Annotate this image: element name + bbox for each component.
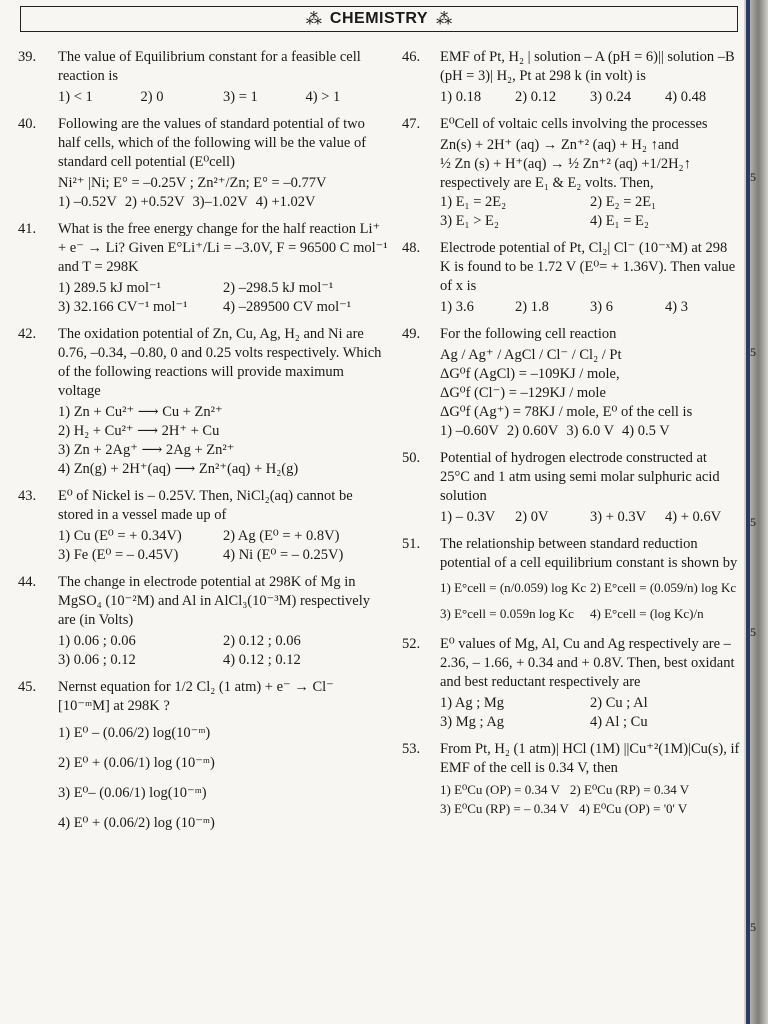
options	[440, 508, 740, 527]
question-number: 40.	[18, 116, 37, 132]
question-40	[18, 115, 388, 212]
options	[440, 694, 740, 732]
option-2[interactable]: 2) E⁰ + (0.06/1) log (10⁻ᵐ)	[58, 755, 215, 771]
question-data: ΔG⁰f (Cl⁻) = –129KJ / mole	[440, 385, 606, 401]
ornament-icon: ⁂	[436, 11, 453, 28]
option-3[interactable]: 3) E⁰– (0.06/1) log(10⁻ᵐ)	[58, 785, 207, 801]
option-2[interactable]: 2) E₂ = 2E₁	[590, 194, 657, 210]
options	[58, 193, 388, 212]
option-2[interactable]: 2) 0.12 ; 0.06	[223, 633, 301, 649]
margin-mark: 5	[750, 345, 756, 359]
question-stem: The value of Equilibrium constant for a feasible cell reaction is	[58, 49, 361, 84]
question-47	[402, 115, 740, 231]
option-1[interactable]: 1) – 0.3V	[440, 509, 496, 525]
question-39	[18, 48, 388, 107]
option-4[interactable]: 4) 0.5 V	[622, 423, 670, 439]
question-53	[402, 740, 740, 818]
question-46	[402, 48, 740, 107]
question-41	[18, 220, 388, 317]
margin-marks	[746, 0, 766, 1024]
option-4[interactable]: 4) Al ; Cu	[590, 714, 648, 730]
option-1[interactable]: 1) 0.18	[440, 89, 482, 105]
option-4[interactable]: 4) 0.12 ; 0.12	[223, 652, 301, 668]
option-4[interactable]: 4) Zn(g) + 2H⁺(aq) ⟶ Zn²⁺(aq) + H₂(g)	[58, 461, 299, 477]
left-column	[18, 48, 388, 846]
question-data: ΔG⁰f (AgCl) = –109KJ / mole,	[440, 366, 620, 382]
question-number: 47.	[402, 116, 421, 132]
option-1[interactable]: 1) E₁ = 2E₂	[440, 194, 507, 210]
option-3[interactable]: 3) Zn + 2Ag⁺ ⟶ 2Ag + Zn²⁺	[58, 442, 235, 458]
section-title: CHEMISTRY	[329, 10, 429, 27]
option-4[interactable]: 4) E₁ = E₂	[590, 213, 649, 229]
question-44	[18, 573, 388, 670]
question-number: 50.	[402, 450, 421, 466]
question-number: 46.	[402, 49, 421, 65]
option-2[interactable]: 2) 0	[140, 89, 164, 105]
options	[58, 88, 388, 107]
options	[440, 575, 740, 627]
options	[58, 632, 388, 670]
option-4[interactable]: 4) Ni (E⁰ = – 0.25V)	[223, 547, 344, 563]
option-3[interactable]: 3)–1.02V	[192, 194, 248, 210]
question-stem: E⁰ values of Mg, Al, Cu and Ag respectively are –2.36, – 1.66, + 0.34 and + 0.8V. Then, best oxidant and best reductant respectively are	[440, 636, 735, 690]
option-1[interactable]: 1) 289.5 kJ mol⁻¹	[58, 280, 162, 296]
option-2[interactable]: 2) E⁰Cu (RP) = 0.34 V	[569, 782, 690, 797]
options	[440, 298, 740, 317]
options	[440, 780, 740, 818]
question-42	[18, 325, 388, 479]
options	[58, 403, 388, 479]
option-1[interactable]: 1) Ag ; Mg	[440, 695, 505, 711]
option-1[interactable]: 1) E⁰Cu (OP) = 0.34 V	[440, 782, 560, 797]
option-1[interactable]: 1) 3.6	[440, 299, 474, 315]
option-3[interactable]: 3) E₁ > E₂	[440, 213, 499, 229]
question-stem: What is the free energy change for the half reaction Li⁺ + e⁻ → Li? Given E°Li⁺/Li = –3.0V, F = 96500 C mol⁻¹ and T = 298K	[58, 221, 388, 275]
option-4[interactable]: 4) 3	[665, 299, 688, 315]
question-43	[18, 487, 388, 565]
question-number: 42.	[18, 326, 37, 342]
question-stem: The oxidation potential of Zn, Cu, Ag, H₂ and Ni are 0.76, –0.34, –0.80, 0 and 0.25 volts respectively. Which of the following reactions will provide maximum voltage	[58, 326, 382, 399]
question-data: ΔG⁰f (Ag⁺) = 78KJ / mole, E⁰ of the cell is	[440, 404, 693, 420]
option-3[interactable]: 3) 0.06 ; 0.12	[58, 652, 136, 668]
option-4[interactable]: 4) –289500 CV mol⁻¹	[223, 299, 352, 315]
question-number: 39.	[18, 49, 37, 65]
options	[58, 527, 388, 565]
option-2[interactable]: 2) H₂ + Cu²⁺ ⟶ 2H⁺ + Cu	[58, 423, 220, 439]
option-3[interactable]: 3) Fe (E⁰ = – 0.45V)	[58, 547, 179, 563]
options	[58, 279, 388, 317]
option-2[interactable]: 2) 1.8	[515, 299, 549, 315]
option-4[interactable]: 4) > 1	[305, 89, 341, 105]
option-1[interactable]: 1) E°cell = (n/0.059) log Kc	[440, 580, 587, 595]
option-2[interactable]: 2) 0.60V	[506, 423, 559, 439]
right-column	[402, 48, 740, 826]
option-1[interactable]: 1) E⁰ – (0.06/2) log(10⁻ᵐ)	[58, 725, 211, 741]
option-4[interactable]: 4) +1.02V	[255, 194, 316, 210]
option-3[interactable]: 3) = 1	[223, 89, 258, 105]
margin-mark: 5	[750, 515, 756, 529]
question-stem: Electrode potential of Pt, Cl₂| Cl⁻ (10⁻ˣM) at 298 K is found to be 1.72 V (E⁰= + 1.36V). Then value of x is	[440, 240, 736, 294]
question-50	[402, 449, 740, 527]
option-2[interactable]: 2) +0.52V	[124, 194, 185, 210]
question-stem: Potential of hydrogen electrode constructed at 25°C and 1 atm using semi molar sulphuric acid solution	[440, 450, 720, 504]
option-1[interactable]: 1) 0.06 ; 0.06	[58, 633, 136, 649]
question-data: Ni²⁺ |Ni; E° = –0.25V ; Zn²⁺/Zn; E° = –0.77V	[58, 175, 327, 191]
option-2[interactable]: 2) –298.5 kJ mol⁻¹	[223, 280, 334, 296]
option-4[interactable]: 4) E⁰ + (0.06/2) log (10⁻ᵐ)	[58, 815, 215, 831]
question-number: 41.	[18, 221, 37, 237]
options	[440, 193, 740, 231]
margin-mark: 5	[750, 920, 756, 934]
option-4[interactable]: 4) E⁰Cu (OP) = '0' V	[578, 801, 688, 816]
option-3[interactable]: 3) 0.24	[590, 89, 632, 105]
option-3[interactable]: 3) + 0.3V	[590, 509, 647, 525]
question-45	[18, 678, 388, 838]
question-stem: EMF of Pt, H₂ | solution – A (pH = 6)|| solution –B (pH = 3)| H₂, Pt at 298 k (in volt) is	[440, 49, 735, 84]
question-number: 53.	[402, 741, 421, 757]
option-2[interactable]: 2) 0V	[515, 509, 549, 525]
question-number: 52.	[402, 636, 421, 652]
question-stem: Following are the values of standard potential of two half cells, which of the following will be the value of standard cell potential (E⁰cell)	[58, 116, 367, 170]
question-number: 48.	[402, 240, 421, 256]
option-4[interactable]: 4) E°cell = (log Kc)/n	[590, 606, 704, 621]
question-data: ½ Zn (s) + H⁺(aq) → ½ Zn⁺² (aq) +1/2H₂↑	[440, 156, 691, 172]
option-4[interactable]: 4) 0.48	[665, 89, 707, 105]
question-data: Zn(s) + 2H⁺ (aq) → Zn⁺² (aq) + H₂ ↑and	[440, 137, 679, 153]
option-4[interactable]: 4) + 0.6V	[665, 509, 722, 525]
question-number: 43.	[18, 488, 37, 504]
option-1[interactable]: 1) Cu (E⁰ = + 0.34V)	[58, 528, 182, 544]
question-51	[402, 535, 740, 627]
question-number: 51.	[402, 536, 421, 552]
question-stem: E⁰ of Nickel is – 0.25V. Then, NiCl₂(aq) cannot be stored in a vessel made up of	[58, 488, 353, 523]
option-1[interactable]: 1) –0.52V	[58, 194, 117, 210]
question-data: respectively are E₁ & E₂ volts. Then,	[440, 175, 654, 191]
option-2[interactable]: 2) Cu ; Al	[590, 695, 648, 711]
question-stem: For the following cell reaction	[440, 326, 617, 342]
option-2[interactable]: 2) Ag (E⁰ = + 0.8V)	[223, 528, 340, 544]
option-1[interactable]: 1) Zn + Cu²⁺ ⟶ Cu + Zn²⁺	[58, 404, 223, 420]
option-3[interactable]: 3) 32.166 CV⁻¹ mol⁻¹	[58, 299, 188, 315]
margin-mark: 5	[750, 170, 756, 184]
ornament-icon: ⁂	[305, 11, 322, 28]
margin-mark: 5	[750, 625, 756, 639]
question-49	[402, 325, 740, 441]
option-1[interactable]: 1) < 1	[58, 89, 93, 105]
question-52	[402, 635, 740, 732]
options	[440, 88, 740, 107]
question-stem: E⁰Cell of voltaic cells involving the processes	[440, 116, 708, 132]
question-stem: The change in electrode potential at 298K of Mg in MgSO₄ (10⁻²M) and Al in AlCl₃(10⁻³M) respectively are (in Volts)	[58, 574, 371, 628]
option-2[interactable]: 2) 0.12	[515, 89, 557, 105]
options	[58, 718, 388, 838]
section-header	[20, 6, 738, 32]
option-3[interactable]: 3) Mg ; Ag	[440, 714, 505, 730]
options	[440, 422, 740, 441]
option-3[interactable]: 3) E°cell = 0.059n log Kc	[440, 606, 574, 621]
option-1[interactable]: 1) –0.60V	[440, 423, 499, 439]
question-number: 49.	[402, 326, 421, 342]
option-3[interactable]: 3) E⁰Cu (RP) = – 0.34 V	[440, 801, 569, 816]
option-2[interactable]: 2) E°cell = (0.059/n) log Kc	[590, 580, 737, 595]
question-number: 44.	[18, 574, 37, 590]
question-stem: The relationship between standard reduction potential of a cell equilibrium constant is shown by	[440, 536, 738, 571]
question-48	[402, 239, 740, 317]
question-stem: From Pt, H₂ (1 atm)| HCl (1M) ||Cu⁺²(1M)|Cu(s), if EMF of the cell is 0.34 V, then	[440, 741, 740, 776]
question-stem: Nernst equation for 1/2 Cl₂ (1 atm) + e⁻ → Cl⁻ [10⁻ᵐM] at 298K ?	[58, 679, 334, 714]
option-3[interactable]: 3) 6.0 V	[566, 423, 615, 439]
question-data: Ag / Ag⁺ / AgCl / Cl⁻ / Cl₂ / Pt	[440, 347, 622, 363]
option-3[interactable]: 3) 6	[590, 299, 613, 315]
question-number: 45.	[18, 679, 37, 695]
